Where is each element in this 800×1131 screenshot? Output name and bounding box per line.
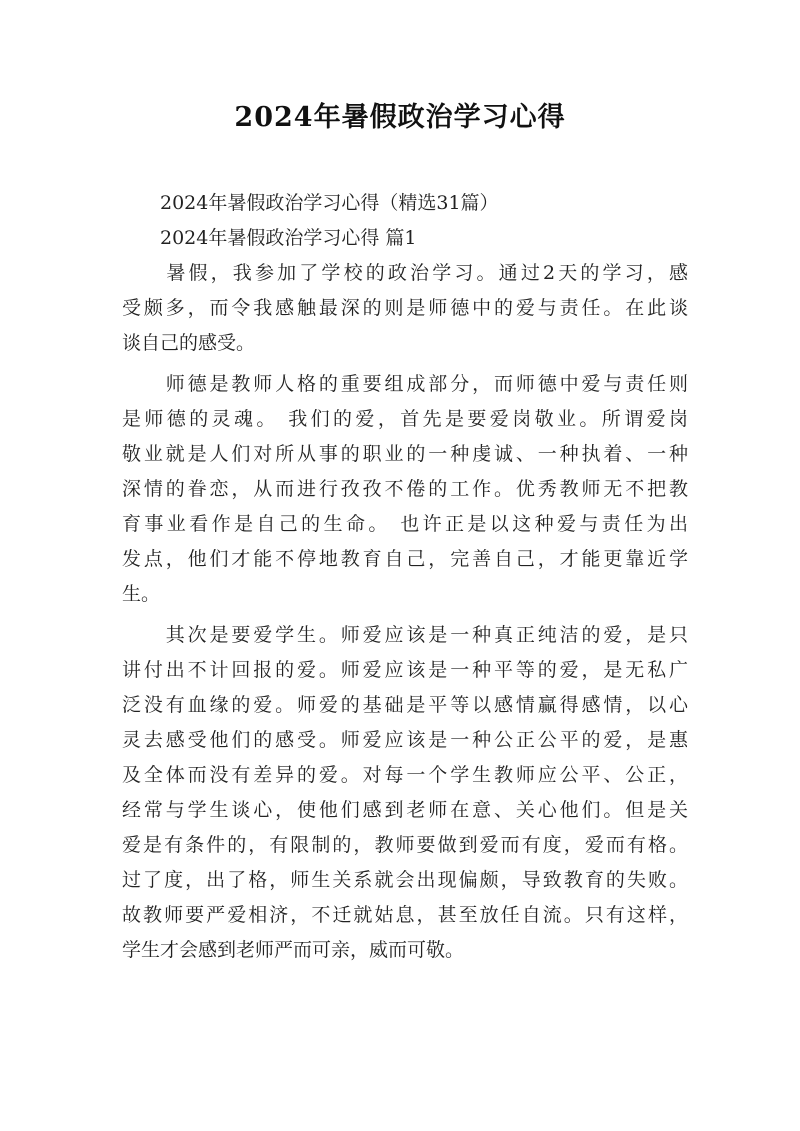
text-line: 暑假，我参加了学校的政治学习。通过2天的学习，感 [122, 262, 688, 284]
document-body [122, 186, 688, 974]
text-line: 是师德的灵魂。 我们的爱，首先是要爱岗敬业。所谓爱岗 [122, 408, 688, 430]
text-line: 及全体而没有差异的爱。对每一个学生教师应公平、公正， [122, 764, 688, 786]
subtitle-line: 2024年暑假政治学习心得（精选31篇） [160, 192, 499, 214]
text-line: 生。 [122, 583, 161, 605]
text-line: 灵去感受他们的感受。师爱应该是一种公正公平的爱，是惠 [122, 729, 688, 751]
paragraph [122, 618, 688, 968]
text-line: 敬业就是人们对所从事的职业的一种虔诚、一种执着、一种 [122, 443, 688, 465]
text-line: 受颇多，而令我感触最深的则是师德中的爱与责任。在此谈 [122, 297, 688, 319]
text-line: 讲付出不计回报的爱。师爱应该是一种平等的爱，是无私广 [122, 659, 688, 681]
text-line: 其次是要爱学生。师爱应该是一种真正纯洁的爱，是只 [122, 624, 688, 646]
text-line: 发点，他们才能不停地教育自己，完善自己，才能更靠近学 [122, 548, 688, 570]
text-line: 育事业看作是自己的生命。 也许正是以这种爱与责任为出 [122, 513, 688, 535]
document-title: 2024年暑假政治学习心得 [234, 102, 566, 133]
paragraph [122, 367, 688, 612]
text-line: 故教师要严爱相济，不迁就姑息，甚至放任自流。只有这样， [122, 904, 688, 926]
paragraph [122, 256, 688, 361]
text-line: 学生才会感到老师严而可亲，威而可敬。 [122, 939, 465, 961]
text-line: 经常与学生谈心，使他们感到老师在意、关心他们。但是关 [122, 799, 688, 821]
text-line: 谈自己的感受。 [122, 332, 256, 354]
text-line: 师德是教师人格的重要组成部分，而师德中爱与责任则 [122, 373, 688, 395]
text-line: 深情的眷恋，从而进行孜孜不倦的工作。优秀教师无不把教 [122, 478, 688, 500]
text-line: 爱是有条件的，有限制的，教师要做到爱而有度，爱而有格。 [122, 834, 688, 856]
subtitle-line: 2024年暑假政治学习心得 篇1 [160, 227, 417, 249]
text-line: 泛没有血缘的爱。师爱的基础是平等以感情赢得感情，以心 [122, 694, 688, 716]
text-line: 过了度，出了格，师生关系就会出现偏颇，导致教育的失败。 [122, 869, 688, 891]
